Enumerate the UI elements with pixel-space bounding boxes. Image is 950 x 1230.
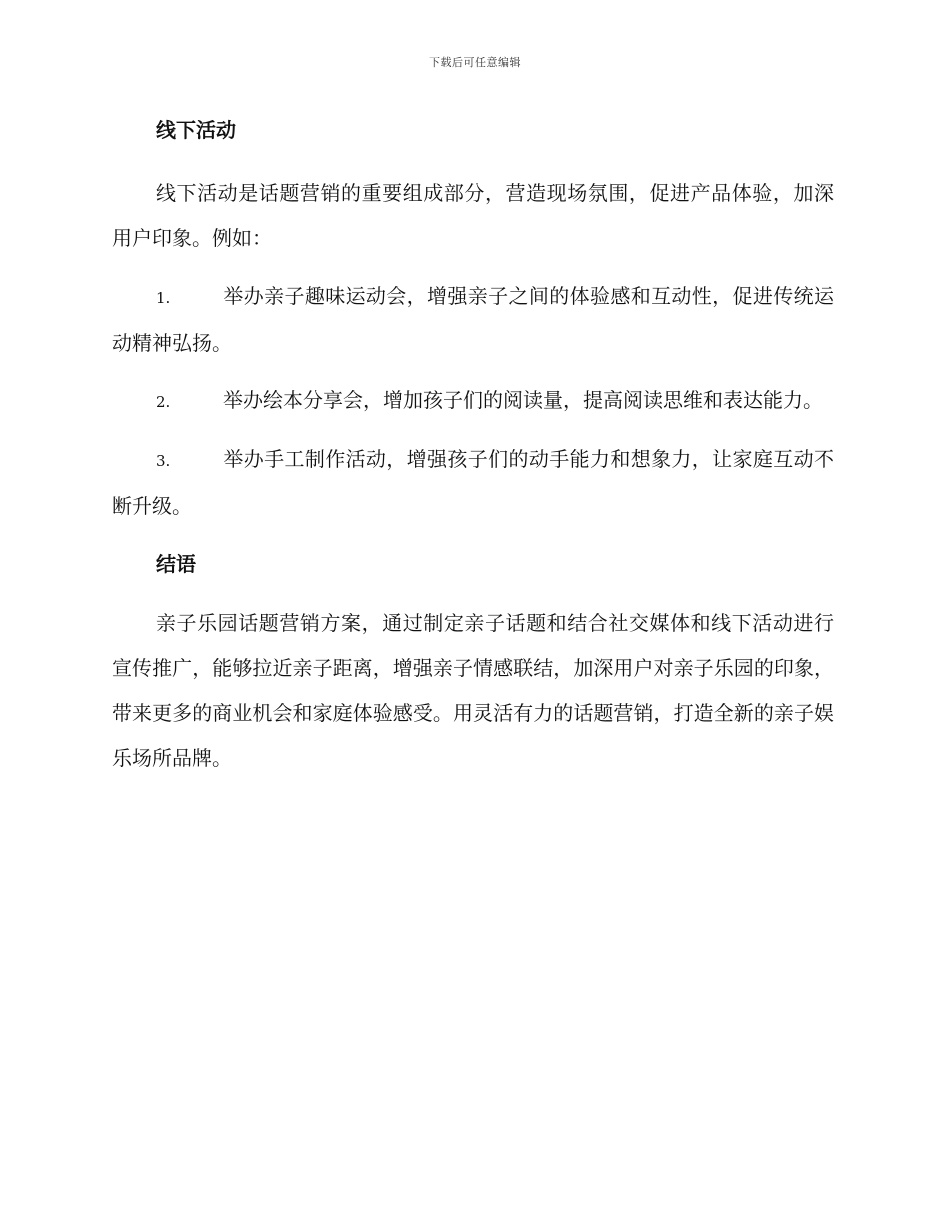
list-item-text: 举办亲子趣味运动会，增强亲子之间的体验感和互动性，促进传统运动精神弘扬。 xyxy=(112,284,834,355)
section-title-conclusion: 结语 xyxy=(156,552,196,576)
list-item xyxy=(112,378,834,425)
list-item-number: 2. xyxy=(156,393,171,411)
page-header-note: 下载后可任意编辑 xyxy=(429,56,521,69)
section-title-offline-activities: 线下活动 xyxy=(156,118,236,142)
list-item-text: 举办绘本分享会，增加孩子们的阅读量，提高阅读思维和表达能力。 xyxy=(223,388,823,412)
section-intro-paragraph: 线下活动是话题营销的重要组成部分，营造现场氛围，促进产品体验，加深用户印象。例如： xyxy=(112,181,834,250)
document-content xyxy=(112,112,834,781)
list-item-number: 1. xyxy=(156,289,171,307)
list-item-number: 3. xyxy=(156,452,171,470)
conclusion-paragraph: 亲子乐园话题营销方案，通过制定亲子话题和结合社交媒体和线下活动进行宣传推广，能够拉近亲子距离，增强亲子情感联结，加深用户对亲子乐园的印象，带来更多的商业机会和家庭体验感受。用灵活有力的话题营销，打造全新的亲子娱乐场所品牌。 xyxy=(112,611,834,770)
list-item-text: 举办手工制作活动，增强孩子们的动手能力和想象力，让家庭互动不断升级。 xyxy=(112,447,834,518)
list-item xyxy=(112,437,834,529)
list-item xyxy=(112,274,834,366)
